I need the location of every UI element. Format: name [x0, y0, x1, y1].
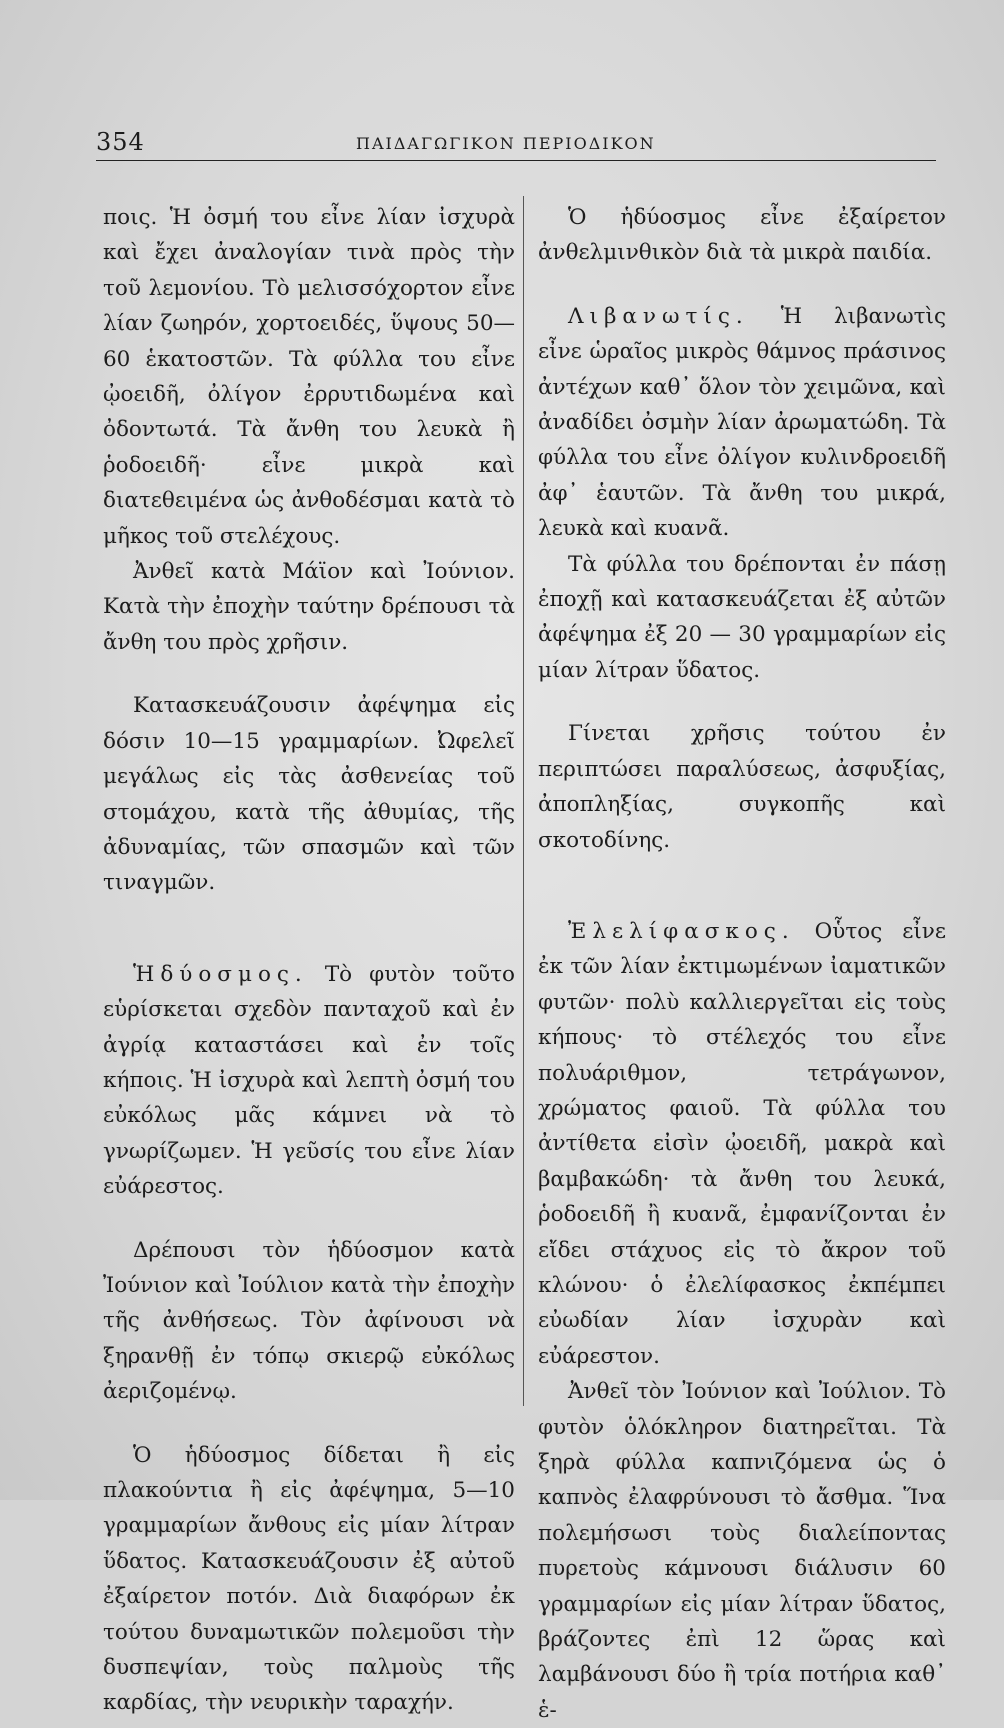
paragraph: Ἀνθεῖ κατὰ Μάϊον καὶ Ἰούνιον. Κατὰ τὴν ἐποχὴν ταύτην δρέπουσι τὰ ἄνθη του πρὸς χρῆσιν.: [103, 559, 515, 655]
running-title: ΠΑΙΔΑΓΩΓΙΚΟΝ ΠΕΡΙΟΔΙΚΟΝ: [356, 134, 656, 153]
paragraph: ποις. Ἡ ὀσμή του εἶνε λίαν ἰσχυρὰ καὶ ἔχει ἀναλογίαν τινὰ πρὸς τὴν τοῦ λεμονίου. Τὸ μελισσόχορτον εἶνε λίαν ζωηρόν, χορτοειδές, ὕψους 50—60 ἑκατοστῶν. Τὰ φύλλα του εἶνε ᾠοειδῆ, ὀλίγον ἐρρυτιδωμένα καὶ ὀδοντωτά. Τὰ ἄνθη του λευκὰ ἢ ῥοδοειδῆ· εἶνε μικρὰ καὶ διατεθειμένα ὡς ἀνθοδέσμαι κατὰ τὸ μῆκος τοῦ στελέχους.: [103, 205, 515, 549]
header-rule: [96, 160, 936, 161]
section-λιβανωτίς: Λιβανωτίς. Ἡ λιβανωτὶς εἶνε ὡραῖος μικρὸς θάμνος πράσινος ἀντέχων καθ᾽ ὅλον τὸν χειμῶνα, καὶ ἀναδίδει ὀσμὴν λίαν ἀρωματώδη. Τὰ φύλλα του εἶνε ὀλίγον κυλινδροειδῆ ἀφ᾽ ἑαυτῶν. Τὰ ἄνθη του μικρά, λευκὰ καὶ κυανᾶ.: [538, 303, 946, 542]
right-column: [538, 200, 946, 1728]
section-ἡδύοσμος: Ἡδύοσμος. Τὸ φυτὸν τοῦτο εὑρίσκεται σχεδὸν πανταχοῦ καὶ ἐν ἀγρίᾳ καταστάσει καὶ ἐν τοῖς κήποις. Ἡ ἰσχυρὰ καὶ λεπτὴ ὀσμή του εὐκόλως μᾶς κάμνει νὰ τὸ γνωρίζωμεν. Ἡ γεῦσίς του εἶνε λίαν εὐάρεστος.: [103, 961, 515, 1200]
section-ἐλελίφασκος: Ἐλελίφασκος. Οὗτος εἶνε ἐκ τῶν λίαν ἐκτιμωμένων ἰαματικῶν φυτῶν· πολὺ καλλιεργεῖται εἰς τοὺς κήπους· τὸ στέλεχός του εἶνε πολυάριθμον, τετράγωνον, χρώματος φαιοῦ. Τὰ φύλλα του ἀντίθετα εἰσὶν ᾠοειδῆ, μακρὰ καὶ βαμβακώδη· τὰ ἄνθη του λευκά, ῥοδοειδῆ ἢ κυανᾶ, ἐμφανίζονται ἐν εἴδει στάχυος εἰς τὸ ἄκρον τοῦ κλώνου· ὁ ἐλελίφασκος ἐκπέμπει εὐωδίαν λίαν ἰσχυρὰν καὶ εὐάρεστον.: [538, 918, 946, 1369]
section-heading: Ἡδύοσμος.: [133, 961, 308, 987]
page-number: 354: [96, 128, 145, 156]
page-header: [96, 128, 936, 164]
paragraph: Ἀνθεῖ τὸν Ἰούνιον καὶ Ἰούλιον. Τὸ φυτὸν ὁλόκληρον διατηρεῖται. Τὰ ξηρὰ φύλλα καπνιζόμενα ὡς ὁ καπνὸς ἐλαφρύνουσι τὸ ἄσθμα. Ἵνα πολεμήσωσι τοὺς διαλείποντας πυρετοὺς κάμνουσι διάλυσιν 60 γραμμαρίων εἰς μίαν λίτραν ὕδατος, βράζοντες ἐπὶ 12 ὥρας καὶ λαμβάνουσι δύο ἢ τρία ποτήρια καθ᾽ ἑ-: [538, 1379, 946, 1723]
paragraph: Ὁ ἡδύοσμος εἶνε ἐξαίρετον ἀνθελμινθικὸν διὰ τὰ μικρὰ παιδία.: [538, 205, 946, 266]
left-column: [103, 200, 515, 1721]
section-heading: Ἐλελίφασκος.: [568, 918, 795, 944]
column-divider: [523, 196, 524, 1406]
paragraph: Κατασκευάζουσιν ἀφέψημα εἰς δόσιν 10—15 γραμμαρίων. Ὠφελεῖ μεγάλως εἰς τὰς ἀσθενείας τοῦ στομάχου, κατὰ τῆς ἀθυμίας, τῆς ἀδυναμίας, τῶν σπασμῶν καὶ τῶν τιναγμῶν.: [103, 693, 515, 896]
paragraph: Ὁ ἡδύοσμος δίδεται ἢ εἰς πλακούντια ἢ εἰς ἀφέψημα, 5—10 γραμμαρίων ἄνθους εἰς μίαν λίτραν ὕδατος. Κατασκευάζουσιν ἐξ αὐτοῦ ἐξαίρετον ποτόν. Διὰ διαφόρων ἐκ τούτου δυναμωτικῶν πολεμοῦσι τὴν δυσπεψίαν, τοὺς παλμοὺς τῆς καρδίας, τὴν νευρικὴν ταραχήν.: [103, 1442, 515, 1716]
paragraph: Τὰ φύλλα του δρέπονται ἐν πάσῃ ἐποχῇ καὶ κατασκευάζεται ἐξ αὐτῶν ἀφέψημα ἐξ 20 — 30 γραμμαρίων εἰς μίαν λίτραν ὕδατος.: [538, 551, 946, 683]
paragraph: Γίνεται χρῆσις τούτου ἐν περιπτώσει παραλύσεως, ἀσφυξίας, ἀποπληξίας, συγκοπῆς καὶ σκοτοδίνης.: [538, 721, 946, 853]
paragraph: Δρέπουσι τὸν ἡδύοσμον κατὰ Ἰούνιον καὶ Ἰούλιον κατὰ τὴν ἐποχὴν τῆς ἀνθήσεως. Τὸν ἀφίνουσι νὰ ξηρανθῇ ἐν τόπῳ σκιερῷ εὐκόλως ἀεριζομένῳ.: [103, 1237, 515, 1405]
section-heading: Λιβανωτίς.: [568, 303, 749, 329]
